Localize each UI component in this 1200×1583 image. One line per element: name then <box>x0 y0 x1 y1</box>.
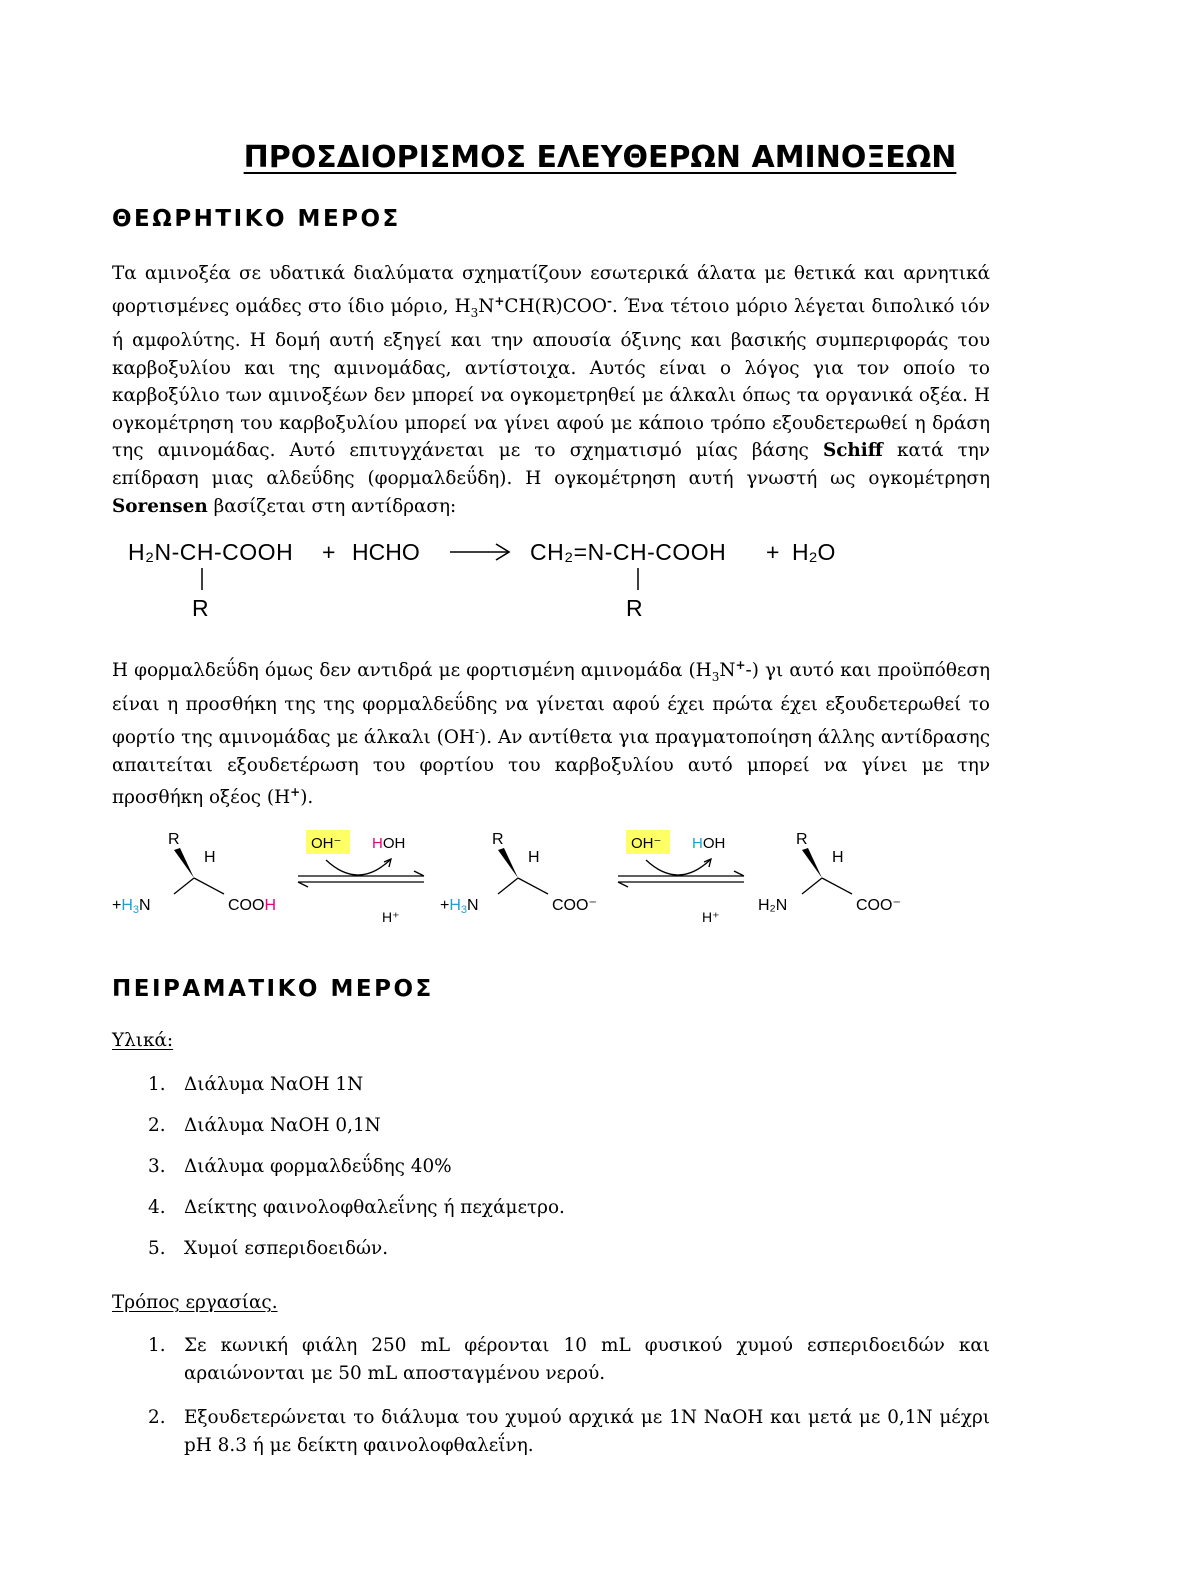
document-title: ΠΡΟΣΔΙΟΡΙΣΜΟΣ ΕΛΕΥΘΕΡΩΝ ΑΜΙΝΟΞΕΩΝ <box>243 140 957 175</box>
carboxyl-group: COOH <box>228 897 277 914</box>
reaction-arrow <box>450 544 509 560</box>
equilibrium-arrows-1 <box>298 830 424 925</box>
water-1: HOH <box>372 835 406 852</box>
bond-c-1 <box>194 878 224 894</box>
wedge-bond-1 <box>174 848 194 878</box>
plus-sign-2: + <box>766 539 780 565</box>
experimental-heading: ΠΕΙΡΑΜΑΤΙΚΟ ΜΕΡΟΣ <box>112 976 434 1002</box>
bond-n-2 <box>498 878 518 894</box>
list-item: 1. Διάλυμα ΝαΟΗ 1Ν <box>148 1074 364 1095</box>
procedure-list <box>112 1332 990 1460</box>
molecule-cation <box>112 831 276 916</box>
r-group-left: R <box>192 595 209 621</box>
proton-2: H⁺ <box>702 909 720 925</box>
water-formula: H₂O <box>792 539 836 565</box>
list-item: 5. Χυμοί εσπεριδοειδών. <box>148 1238 389 1259</box>
product-formula: CH₂=N-CH-COOH <box>530 539 727 565</box>
bond-n-1 <box>174 878 194 894</box>
bond-c-3 <box>822 878 852 894</box>
equilibrium-arrows-2 <box>618 830 744 925</box>
reagent-formula: HCHO <box>352 539 420 565</box>
r-group-right: R <box>626 595 643 621</box>
bond-c-2 <box>518 878 548 894</box>
hydroxide-1: OH⁻ <box>311 835 342 852</box>
theory-paragraph-1: Τα αμινοξέα σε υδατικά διαλύματα σχηματίζουν εσωτερικά άλατα με θετικά και αρνητικά φορτισμένες ομάδες στο ίδιο μόριο, $H_3N^+CH(R)COO^-$. Ένα τέτοιο μόριο λέγεται διπολικό ιόν ή αμφολύτης. Η δομή αυτή εξηγεί και την απουσία όξινης και βασικής συμπεριφοράς του καρβοξυλίου και της αμινομάδας, αντίστοιχα. Αυτός είναι ο λόγος για τον οποίο το καρβοξύλιο των αμινοξέων δεν μπορεί να ογκομετρηθεί με άλκαλι όπως τα οργανικά οξέα. Η ογκομέτρηση του καρβοξυλίου μπορεί να γίνει αφού με κάποιο τρόπο εξουδετερωθεί η δράση της αμινομάδας. Αυτό επιτυγχάνεται με το σχηματισμό μίας βάσης Schiff κατά την επίδραση μιας αλδεΰδης (φορμαλδεΰδη). Η ογκομέτρηση αυτή γνωστή ως ογκομέτρηση Sorensen βασίζεται στη αντίδραση: <box>112 263 990 517</box>
materials-list <box>112 1071 990 1263</box>
ammonium-1: +H3N <box>112 897 151 916</box>
h-label-3: H <box>832 849 844 866</box>
molecule-zwitterion <box>440 831 597 916</box>
proton-1: H⁺ <box>382 909 400 925</box>
wedge-bond-3 <box>802 848 822 878</box>
h-label-2: H <box>528 849 540 866</box>
list-item: 1. Σε κωνική φιάλη 250 mL φέρονται 10 mL φυσικού χυμού εσπεριδοειδών και αραιώνονται με 50 mL αποσταγμένου νερού. <box>148 1335 990 1384</box>
curved-arrow-2 <box>646 860 710 875</box>
r-label-2: R <box>492 831 504 848</box>
acid-base-equilibrium-diagram <box>112 822 932 932</box>
list-item: 4. Δείκτης φαινολοφθαλεΐνης ή πεχάμετρο. <box>148 1197 565 1218</box>
water-2: HOH <box>692 835 726 852</box>
curved-arrow-1 <box>326 860 390 875</box>
list-item: 2. Διάλυμα ΝαΟΗ 0,1Ν <box>148 1115 381 1136</box>
r-label-3: R <box>796 831 808 848</box>
r-label-1: R <box>168 831 180 848</box>
procedure-label: Τρόπος εργασίας. <box>112 1292 278 1313</box>
schiff-reaction-diagram <box>112 532 872 628</box>
h-label-1: H <box>204 849 216 866</box>
carboxylate-1: COO⁻ <box>552 897 597 914</box>
ammonium-2: +H3N <box>440 897 479 916</box>
amine-group: H₂N <box>758 897 788 914</box>
carboxylate-2: COO⁻ <box>856 897 901 914</box>
list-item: 2. Εξουδετερώνεται το διάλυμα του χυμού αρχικά με 1N ΝαΟΗ και μετά με 0,1N μέχρι pH 8.3 ή με δείκτη φαινολοφθαλεΐνη. <box>148 1407 990 1456</box>
reactant-formula: H₂N-CH-COOH <box>128 539 294 565</box>
theory-heading: ΘΕΩΡΗΤΙΚΟ ΜΕΡΟΣ <box>112 206 401 232</box>
wedge-bond-2 <box>498 848 518 878</box>
bond-n-3 <box>802 878 822 894</box>
molecule-anion <box>758 831 901 914</box>
theory-paragraph-2: Η φορμαλδεΰδη όμως δεν αντιδρά με φορτισμένη αμινομάδα $(H_3N^+-)$ γι αυτό και προϋπόθεση είναι η προσθήκη της της φορμαλδεΰδης να γίνεται αφού έχει πρώτα έχει εξουδετερωθεί το φορτίο της αμινομάδας με άλκαλι (OH-). Αν αντίθετα για πραγματοποίηση άλλης αντίδρασης απαιτείται εξουδετέρωση του φορτίου του καρβοξυλίου αυτό μπορεί να γίνει με την προσθήκη οξέος (H+). <box>112 658 990 809</box>
hydroxide-2: OH⁻ <box>631 835 662 852</box>
materials-label: Υλικά: <box>112 1030 174 1051</box>
list-item: 3. Διάλυμα φορμαλδεΰδης 40% <box>148 1156 452 1177</box>
plus-sign-1: + <box>322 539 336 565</box>
